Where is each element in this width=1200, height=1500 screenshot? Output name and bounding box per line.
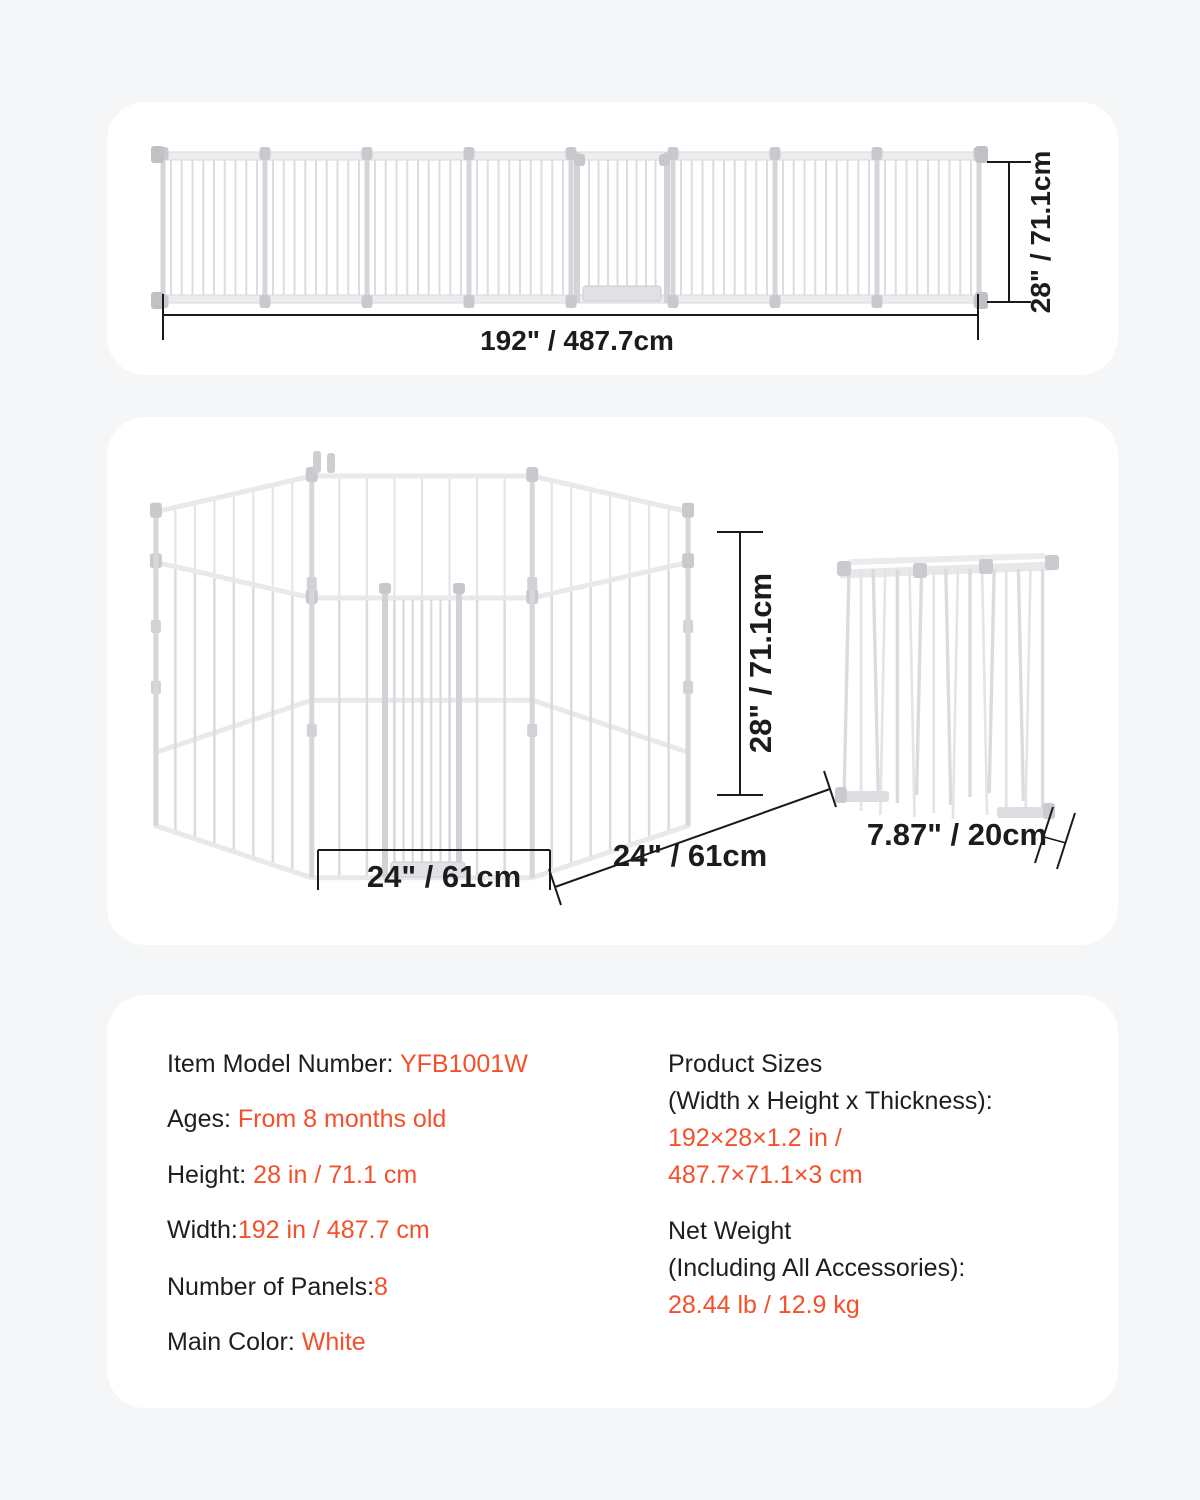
spec-label: Main Color: (167, 1328, 302, 1356)
spec-block-title: Product Sizes (668, 1050, 823, 1078)
spec-value: 8 (374, 1273, 388, 1301)
spec-row-ages (167, 1104, 446, 1134)
folded-bundle-drawing (835, 555, 1059, 819)
pen-height-label: 28" / 71.1cm (743, 572, 778, 754)
spec-row-model (167, 1049, 528, 1079)
folded-thickness-label: 7.87" / 20cm (866, 817, 1048, 852)
spec-value: YFB1001W (399, 1050, 528, 1078)
flat-view-card (107, 102, 1118, 375)
pen-side-label: 24" / 61cm (612, 838, 768, 873)
octagon-pen-drawing (150, 451, 694, 878)
fence-drawing (151, 146, 988, 309)
spec-row-color (167, 1327, 366, 1357)
spec-value: 28 in / 71.1 cm (253, 1161, 418, 1189)
spec-label: Ages: (167, 1105, 238, 1133)
spec-block-weight (668, 1213, 965, 1324)
spec-label: Width: (167, 1216, 238, 1244)
spec-row-width (167, 1215, 430, 1245)
spec-block-value: 28.44 lb / 12.9 kg (668, 1291, 860, 1319)
spec-value: 192 in / 487.7 cm (237, 1216, 430, 1244)
pen-front-label: 24" / 61cm (366, 859, 522, 894)
flat-fence-diagram (107, 102, 1118, 375)
spec-block-value: 192×28×1.2 in / (668, 1124, 842, 1152)
spec-value: From 8 months old (237, 1105, 447, 1133)
octagon-pen-diagram (107, 417, 1118, 945)
spec-value: White (301, 1328, 366, 1356)
spec-block-subtitle: (Including All Accessories): (668, 1254, 966, 1282)
flat-height-label: 28" / 71.1cm (1025, 150, 1056, 314)
flat-width-label: 192" / 487.7cm (480, 325, 674, 356)
spec-block-value: 487.7×71.1×3 cm (668, 1161, 863, 1189)
spec-block-title: Net Weight (668, 1217, 792, 1245)
pen-view-card (107, 417, 1118, 945)
spec-label: Item Model Number: (167, 1050, 400, 1078)
spec-label: Height: (167, 1161, 254, 1189)
spec-block-subtitle: (Width x Height x Thickness): (668, 1087, 993, 1115)
spec-label: Number of Panels: (167, 1273, 375, 1301)
spec-block-sizes (668, 1046, 993, 1194)
spec-row-height (167, 1160, 417, 1190)
specs-card (107, 995, 1118, 1408)
spec-row-panels (167, 1272, 388, 1302)
